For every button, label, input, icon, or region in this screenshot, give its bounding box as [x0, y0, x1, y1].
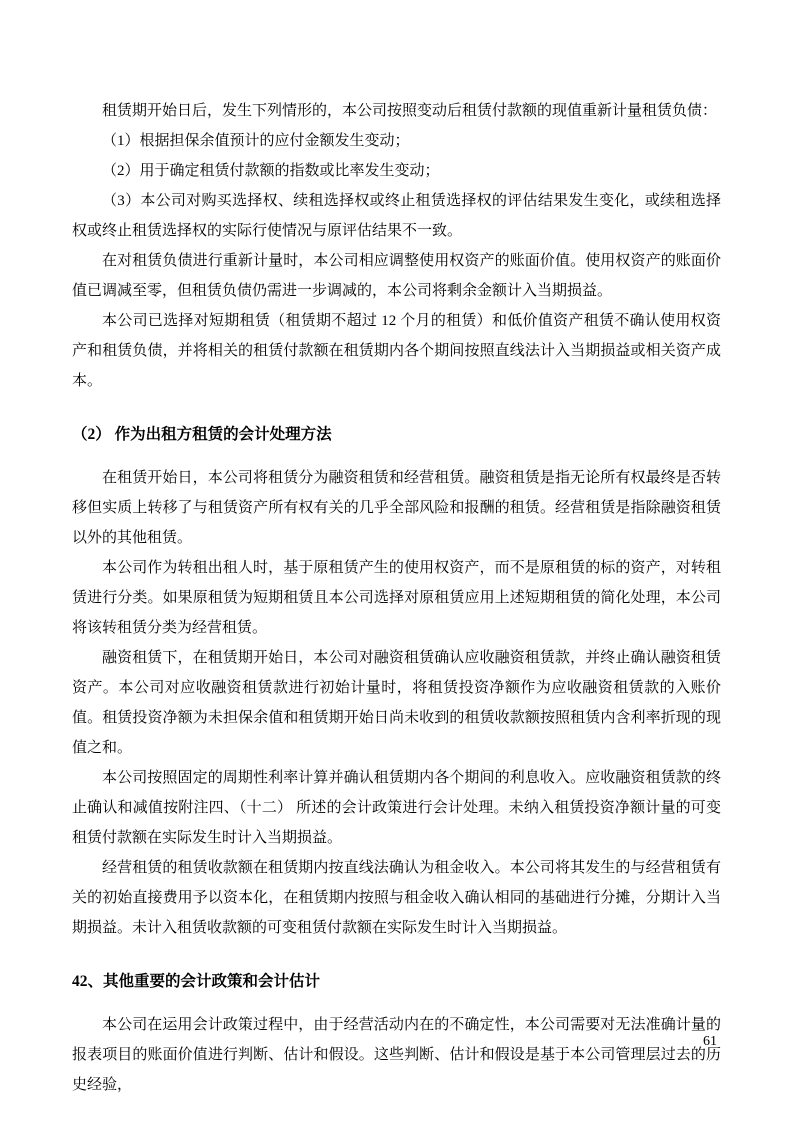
list-item: （1）根据担保余值预计的应付金额发生变动； [102, 133, 410, 149]
paragraph: 租赁期开始日后，发生下列情形的，本公司按照变动后租赁付款额的现值重新计量租赁负债： [102, 103, 718, 119]
section-heading: 42、其他重要的会计政策和会计估计 [72, 973, 321, 990]
paragraph: 本公司在运用会计政策过程中，由于经营活动内在的不确定性，本公司需要对无法准确计量的报表项目的账面价值进行判断、估计和假设。这些判断、估计和假设是基于本公司管理层过去的历史经验， [72, 1017, 721, 1093]
paragraph: 融资租赁下，在租赁期开始日，本公司对融资租赁确认应收融资租赁款，并终止确认融资租赁资产。本公司对应收融资租赁款进行初始计量时，将租赁投资净额作为应收融资租赁款的入账价值。租赁投资净额为未担保余值和租赁期开始日尚未收到的租赁收款额按照租赁内含利率折现的现值之和。 [72, 650, 721, 756]
section-heading: （2） 作为出租方租赁的会计处理方法 [72, 426, 332, 443]
list-item: （3）本公司对购买选择权、续租选择权或终止租赁选择权的评估结果发生变化，或续租选择权或终止租赁选择权的实际行使情况与原评估结果不一致。 [72, 193, 721, 239]
list-item: （2）用于确定租赁付款额的指数或比率发生变动； [102, 163, 440, 179]
page-number: 61 [703, 1034, 717, 1049]
document-content [72, 96, 721, 1100]
paragraph: 本公司按照固定的周期性利率计算并确认租赁期内各个期间的利息收入。应收融资租赁款的终止确认和减值按附注四、（十二） 所述的会计政策进行会计处理。未纳入租赁投资净额计量的可变租赁付款额在实际发生时计入当期损益。 [72, 770, 721, 846]
paragraph: 在对租赁负债进行重新计量时，本公司相应调整使用权资产的账面价值。使用权资产的账面价值已调减至零，但租赁负债仍需进一步调减的，本公司将剩余金额计入当期损益。 [72, 253, 721, 299]
paragraph: 经营租赁的租赁收款额在租赁期内按直线法确认为租金收入。本公司将其发生的与经营租赁有关的初始直接费用予以资本化，在租赁期内按照与租金收入确认相同的基础进行分摊，分期计入当期损益。未计入租赁收款额的可变租赁付款额在实际发生时计入当期损益。 [72, 860, 721, 936]
paragraph: 本公司作为转租出租人时，基于原租赁产生的使用权资产，而不是原租赁的标的资产，对转租赁进行分类。如果原租赁为短期租赁且本公司选择对原租赁应用上述短期租赁的简化处理，本公司将该转租赁分类为经营租赁。 [72, 560, 721, 636]
paragraph: 在租赁开始日，本公司将租赁分为融资租赁和经营租赁。融资租赁是指无论所有权最终是否转移但实质上转移了与租赁资产所有权有关的几乎全部风险和报酬的租赁。经营租赁是指除融资租赁以外的其他租赁。 [72, 470, 721, 546]
paragraph: 本公司已选择对短期租赁（租赁期不超过 12 个月的租赁）和低价值资产租赁不确认使用权资产和租赁负债，并将相关的租赁付款额在租赁期内各个期间按照直线法计入当期损益或相关资产成本。 [72, 313, 721, 389]
